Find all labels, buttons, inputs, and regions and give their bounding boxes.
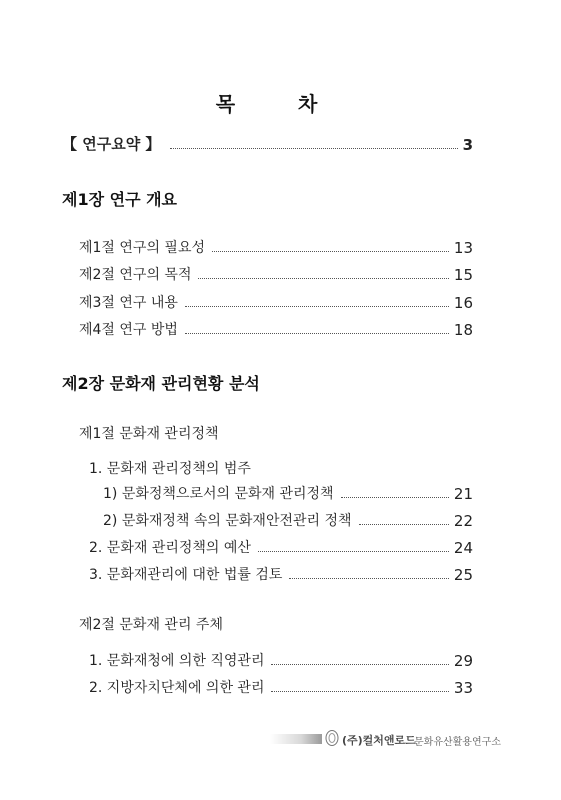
toc-entry-page: 29 [453,652,473,670]
dot-leader [341,497,449,498]
toc-entry-summary[interactable] [62,133,473,154]
footer-gradient-bar [270,734,322,744]
toc-entry-page: 13 [453,239,473,257]
dot-leader [359,524,449,525]
dot-leader [271,691,448,692]
toc-entry-page: 18 [453,321,473,339]
toc-entry-page: 3 [462,136,473,154]
dot-leader [258,551,449,552]
toc-item-heading: 1. 문화재 관리정책의 범주 [89,461,251,477]
toc-entry-subitem-1[interactable] [103,483,473,503]
dot-leader [271,664,448,665]
footer-company-name: (주)컬처앤로드 [342,734,416,747]
dot-leader [185,333,449,334]
dot-leader [185,306,449,307]
company-logo-icon [325,730,339,746]
toc-entry-page: 33 [453,679,473,697]
toc-entry-ch1-sec4[interactable] [79,319,473,339]
toc-entry-label: 2) 문화재정책 속의 문화재안전관리 정책 [103,513,352,529]
toc-entry-item-3[interactable] [89,564,473,584]
toc-entry-label: 제1절 연구의 필요성 [79,240,205,256]
toc-entry-label: 1. 문화재청에 의한 직영관리 [89,653,265,669]
toc-entry-sec2-item-2[interactable] [89,677,473,697]
toc-entry-item-2[interactable] [89,537,473,557]
toc-entry-label: 3. 문화재관리에 대한 법률 검토 [89,567,283,583]
toc-entry-page: 16 [453,294,473,312]
toc-entry-label: 제4절 연구 방법 [79,322,178,338]
dot-leader [198,278,448,279]
footer-institute-name: 문화유산활용연구소 [414,737,501,748]
toc-entry-page: 21 [453,485,473,503]
toc-entry-ch1-sec2[interactable] [79,264,473,284]
section-heading: 제2절 문화재 관리 주체 [79,617,223,633]
section-heading: 제1절 문화재 관리정책 [79,426,219,442]
toc-entry-label: 【 연구요약 】 [62,135,161,153]
toc-entry-ch1-sec1[interactable] [79,237,473,257]
toc-entry-page: 25 [453,566,473,584]
toc-entry-page: 15 [453,266,473,284]
dot-leader [212,251,449,252]
toc-entry-label: 2. 지방자치단체에 의한 관리 [89,680,265,696]
chapter-1-heading: 제1장 연구 개요 [62,190,178,209]
chapter-2-heading: 제2장 문화재 관리현황 분석 [62,374,260,393]
toc-entry-label: 제2절 연구의 목적 [79,267,192,283]
dot-leader [289,578,448,579]
page-title: 목 차 [215,92,346,116]
toc-entry-sec2-item-1[interactable] [89,650,473,670]
toc-entry-page: 22 [453,512,473,530]
toc-entry-label: 1) 문화정책으로서의 문화재 관리정책 [103,486,334,502]
toc-entry-ch1-sec3[interactable] [79,292,473,312]
toc-entry-subitem-2[interactable] [103,510,473,530]
toc-entry-label: 제3절 연구 내용 [79,295,178,311]
toc-entry-label: 2. 문화재 관리정책의 예산 [89,540,251,556]
dot-leader [170,148,457,149]
toc-entry-page: 24 [453,539,473,557]
